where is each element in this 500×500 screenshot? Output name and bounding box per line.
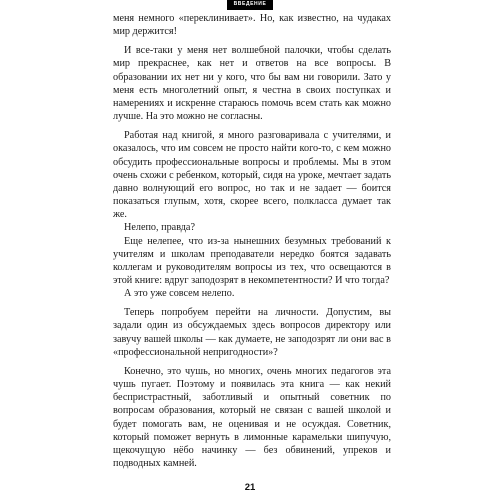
paragraph-5: Еще нелепее, что из-за нынешних безумных требований к учителям и школам преподаватели нередко боятся задавать коллегам и руководителям вопросы из тех, что освещаются в этой книге: вдруг заподозрят в некомпетентности? И что тогда?: [113, 235, 391, 286]
paragraph-7: Теперь попробуем перейти на личности. Допустим, вы задали один из обсуждаемых здесь вопросов директору или завучу вашей школы — как думаете, не заподозрят ли они вас в «профессиональной непригодности»?: [113, 307, 391, 358]
paragraph-2: И все-таки у меня нет волшебной палочки, чтобы сделать мир прекраснее, как нет и ответов на все вопросы. В образовании их нет ни у кого, что бы вам ни говорили. Зато у меня есть многолетний опыт, я честна в своих поступках и намерениях и искренне стараюсь помочь всем стать как можно лучше. На это можно не согласны.: [113, 45, 391, 123]
running-head-label: ВВЕДЕНИЕ: [227, 0, 274, 10]
paragraph-3: Работая над книгой, я много разговаривала с учителями, и оказалось, что им совсем не просто найти кого-то, с кем можно обсудить профессиональные вопросы и проблемы. Мы в этом очень схожи с ребенком, который, сидя на уроке, мечтает задать давно волнующий его вопрос, но так и не задает — боится показаться глупым, хотя, скорее всего, полкласса думает так же.: [113, 130, 391, 221]
paragraph-1: меня немного «переклинивает». Но, как известно, на чудаках мир держится!: [113, 13, 391, 38]
running-head: [0, 0, 500, 10]
page-number: 21: [244, 482, 256, 493]
paragraph-4: Нелепо, правда?: [124, 222, 195, 234]
paragraph-6: А это уже совсем нелепо.: [124, 288, 235, 300]
page-body-text: [113, 12, 391, 470]
paragraph-8: Конечно, это чушь, но многих, очень многих педагогов эта чушь пугает. Поэтому и появилась эта книга — как некий беспристрастный, заботливый и опытный советник по вопросам образования, который не связан с вашей школой и будет помогать вам, не оценивая и не осуждая. Советник, который поможет вернуть в лимонные карамельки шипучую, щекочущую нёбо начинку — без обвинений, упреков и подводных камней.: [113, 365, 391, 469]
